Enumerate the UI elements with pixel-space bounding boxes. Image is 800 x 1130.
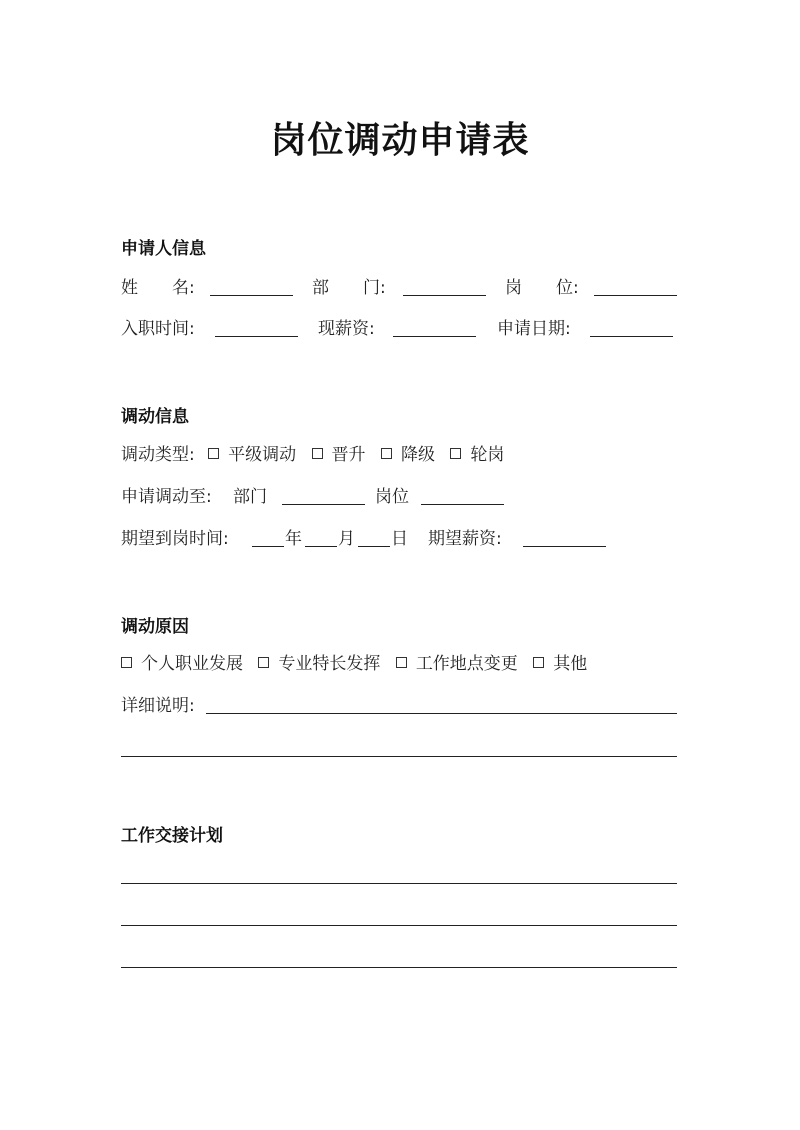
detail-label: 详细说明: (121, 696, 195, 716)
expected-date-label: 期望到岗时间: (121, 529, 229, 549)
checkbox[interactable] (121, 657, 132, 668)
transfer-type-option[interactable]: 平级调动 (208, 445, 306, 465)
day-label: 日 (391, 529, 408, 549)
handover-line-1[interactable] (121, 883, 677, 884)
year-field[interactable] (252, 546, 284, 547)
handover-line-2[interactable] (121, 925, 677, 926)
transfer-type-option[interactable]: 轮岗 (450, 445, 504, 465)
month-label: 月 (338, 529, 355, 549)
detail-field[interactable] (206, 713, 677, 714)
checkbox[interactable] (396, 657, 407, 668)
target-dept-field[interactable] (282, 504, 365, 505)
post-field[interactable] (594, 295, 677, 296)
transfer-type-row (121, 443, 504, 467)
apply-date-field[interactable] (590, 336, 673, 337)
checkbox[interactable] (450, 448, 461, 459)
reason-option[interactable]: 其他 (533, 654, 587, 674)
target-dept-label: 部门 (233, 487, 267, 507)
transfer-type-option[interactable]: 降级 (381, 445, 445, 465)
checkbox[interactable] (312, 448, 323, 459)
name-label: 姓 名: (121, 278, 195, 298)
target-post-label: 岗位 (375, 487, 409, 507)
reason-option[interactable]: 工作地点变更 (396, 654, 528, 674)
section-handover-heading: 工作交接计划 (121, 826, 223, 846)
year-label: 年 (285, 529, 302, 549)
transfer-type-label: 调动类型: (121, 445, 195, 465)
transfer-target-label: 申请调动至: (121, 487, 212, 507)
checkbox[interactable] (533, 657, 544, 668)
expected-salary-label: 期望薪资: (428, 529, 502, 549)
form-title: 岗位调动申请表 (270, 120, 530, 161)
checkbox[interactable] (208, 448, 219, 459)
reason-options-row (121, 652, 587, 676)
section-transfer-heading: 调动信息 (121, 407, 189, 427)
handover-line-3[interactable] (121, 967, 677, 968)
name-field[interactable] (210, 295, 293, 296)
post-label: 岗 位: (505, 278, 579, 298)
hire-date-field[interactable] (215, 336, 298, 337)
dept-label: 部 门: (312, 278, 386, 298)
current-salary-field[interactable] (393, 336, 476, 337)
target-post-field[interactable] (421, 504, 504, 505)
hire-date-label: 入职时间: (121, 319, 195, 339)
detail-field-line-2[interactable] (121, 756, 677, 757)
day-field[interactable] (358, 546, 390, 547)
reason-option[interactable]: 个人职业发展 (121, 654, 253, 674)
section-reason-heading: 调动原因 (121, 617, 189, 637)
checkbox[interactable] (381, 448, 392, 459)
month-field[interactable] (305, 546, 337, 547)
apply-date-label: 申请日期: (497, 319, 571, 339)
reason-option[interactable]: 专业特长发挥 (258, 654, 390, 674)
expected-salary-field[interactable] (523, 546, 606, 547)
section-applicant-heading: 申请人信息 (121, 239, 206, 259)
transfer-type-option[interactable]: 晋升 (312, 445, 376, 465)
dept-field[interactable] (403, 295, 486, 296)
current-salary-label: 现薪资: (318, 319, 375, 339)
checkbox[interactable] (258, 657, 269, 668)
